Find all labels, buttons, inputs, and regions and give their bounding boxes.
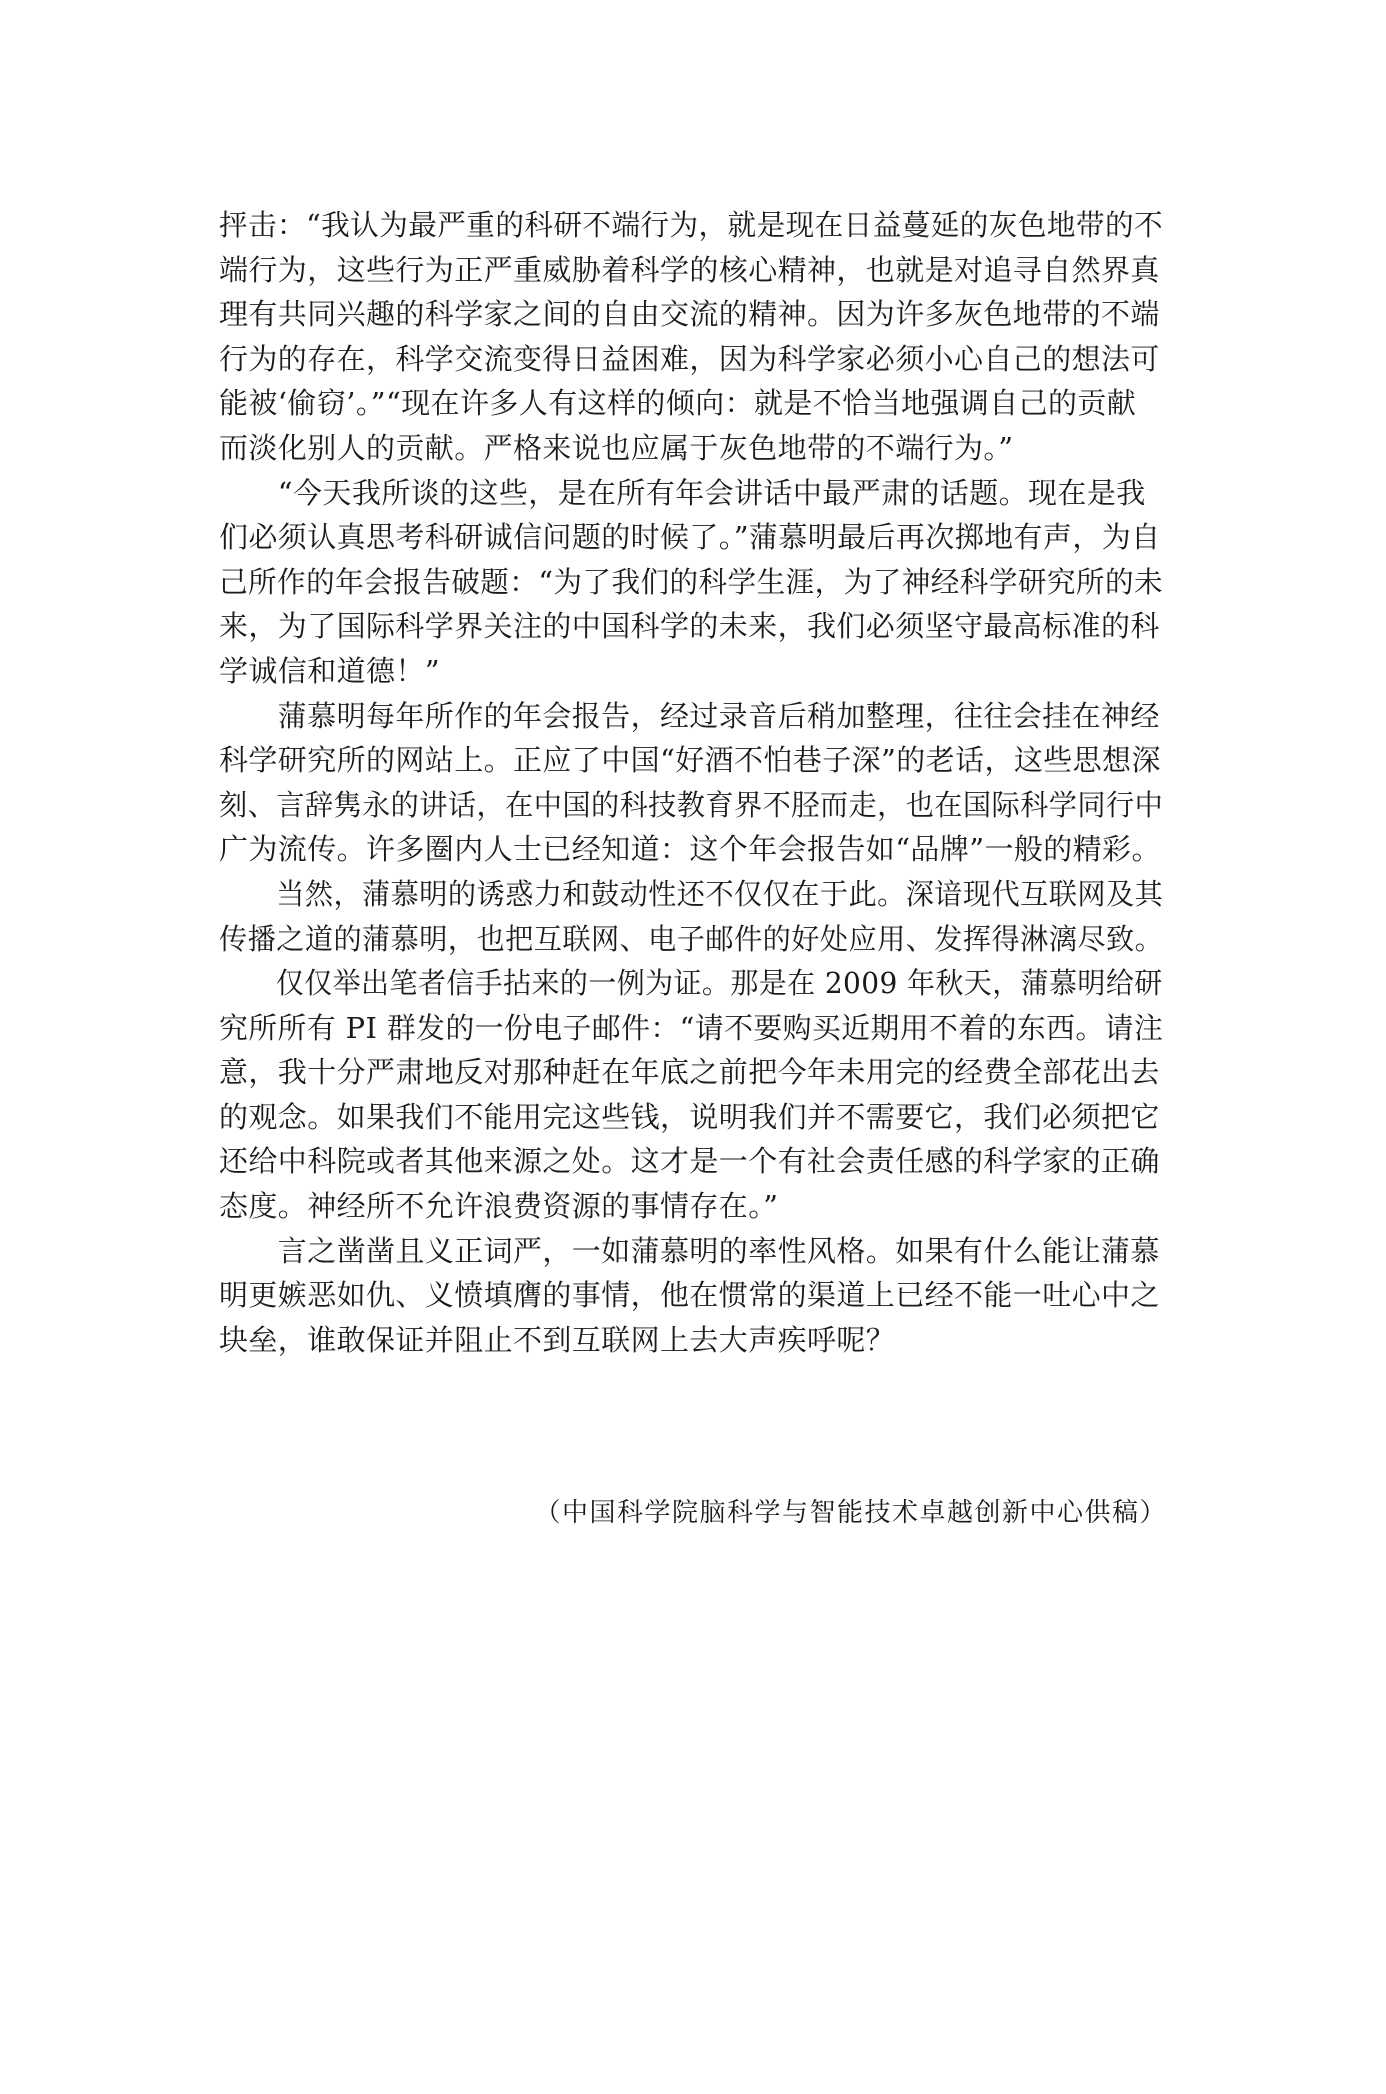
text-line: 明更嫉恶如仇、义愤填膺的事情，他在惯常的渠道上已经不能一吐心中之 bbox=[219, 1278, 1160, 1313]
text-line: 理有共同兴趣的科学家之间的自由交流的精神。因为许多灰色地带的不端 bbox=[219, 297, 1160, 332]
text-line: 言之凿凿且义正词严，一如蒲慕明的率性风格。如果有什么能让蒲慕 bbox=[219, 1233, 1160, 1268]
text-line: 蒲慕明每年所作的年会报告，经过录音后稍加整理，往往会挂在神经 bbox=[219, 698, 1160, 733]
text-line: 能被‘偷窃’。”“现在许多人有这样的倾向：就是不恰当地强调自己的贡献 bbox=[219, 386, 1137, 421]
text-line: 来，为了国际科学界关注的中国科学的未来，我们必须坚守最高标准的科 bbox=[219, 609, 1160, 644]
text-line: 当然，蒲慕明的诱惑力和鼓动性还不仅仅在于此。深谙现代互联网及其 bbox=[219, 876, 1164, 911]
text-line: 仅仅举出笔者信手拈来的一例为证。那是在 2009 年秋天，蒲慕明给研 bbox=[219, 966, 1163, 1001]
text-line: 们必须认真思考科研诚信问题的时候了。”蒲慕明最后再次掷地有声，为自 bbox=[219, 520, 1161, 555]
text-line: 态度。神经所不允许浪费资源的事情存在。” bbox=[219, 1189, 779, 1224]
text-line: 刻、言辞隽永的讲话，在中国的科技教育界不胫而走，也在国际科学同行中 bbox=[219, 787, 1164, 822]
text-line: 究所所有 PI 群发的一份电子邮件：“请不要购买近期用不着的东西。请注 bbox=[219, 1010, 1164, 1045]
source-credit: （中国科学院脑科学与智能技术卓越创新中心供稿） bbox=[534, 1498, 1167, 1528]
text-line: 而淡化别人的贡献。严格来说也应属于灰色地带的不端行为。” bbox=[219, 430, 1014, 465]
text-line: 广为流传。许多圈内人士已经知道：这个年会报告如“品牌”一般的精彩。 bbox=[219, 832, 1161, 867]
text-line: 传播之道的蒲慕明，也把互联网、电子邮件的好处应用、发挥得淋漓尽致。 bbox=[219, 921, 1164, 956]
text-line: 学诚信和道德！” bbox=[219, 653, 441, 688]
article-body bbox=[219, 203, 1163, 1362]
text-line: 端行为，这些行为正严重威胁着科学的核心精神，也就是对追寻自然界真 bbox=[219, 252, 1160, 287]
text-line: 己所作的年会报告破题：“为了我们的科学生涯，为了神经科学研究所的未 bbox=[219, 564, 1164, 599]
text-line: 还给中科院或者其他来源之处。这才是一个有社会责任感的科学家的正确 bbox=[219, 1144, 1160, 1179]
text-line: 意，我十分严肃地反对那种赶在年底之前把今年未用完的经费全部花出去 bbox=[219, 1055, 1160, 1090]
text-line: 行为的存在，科学交流变得日益困难，因为科学家必须小心自己的想法可 bbox=[219, 341, 1160, 376]
text-line: 的观念。如果我们不能用完这些钱，说明我们并不需要它，我们必须把它 bbox=[219, 1099, 1160, 1134]
text-line: 科学研究所的网站上。正应了中国“好酒不怕巷子深”的老话，这些思想深 bbox=[219, 743, 1161, 778]
text-line: 抨击：“我认为最严重的科研不端行为，就是现在日益蔓延的灰色地带的不 bbox=[219, 208, 1164, 242]
text-line: “今天我所谈的这些，是在所有年会讲话中最严肃的话题。现在是我 bbox=[219, 475, 1146, 510]
text-line: 块垒，谁敢保证并阻止不到互联网上去大声疾呼呢？ bbox=[219, 1322, 896, 1357]
